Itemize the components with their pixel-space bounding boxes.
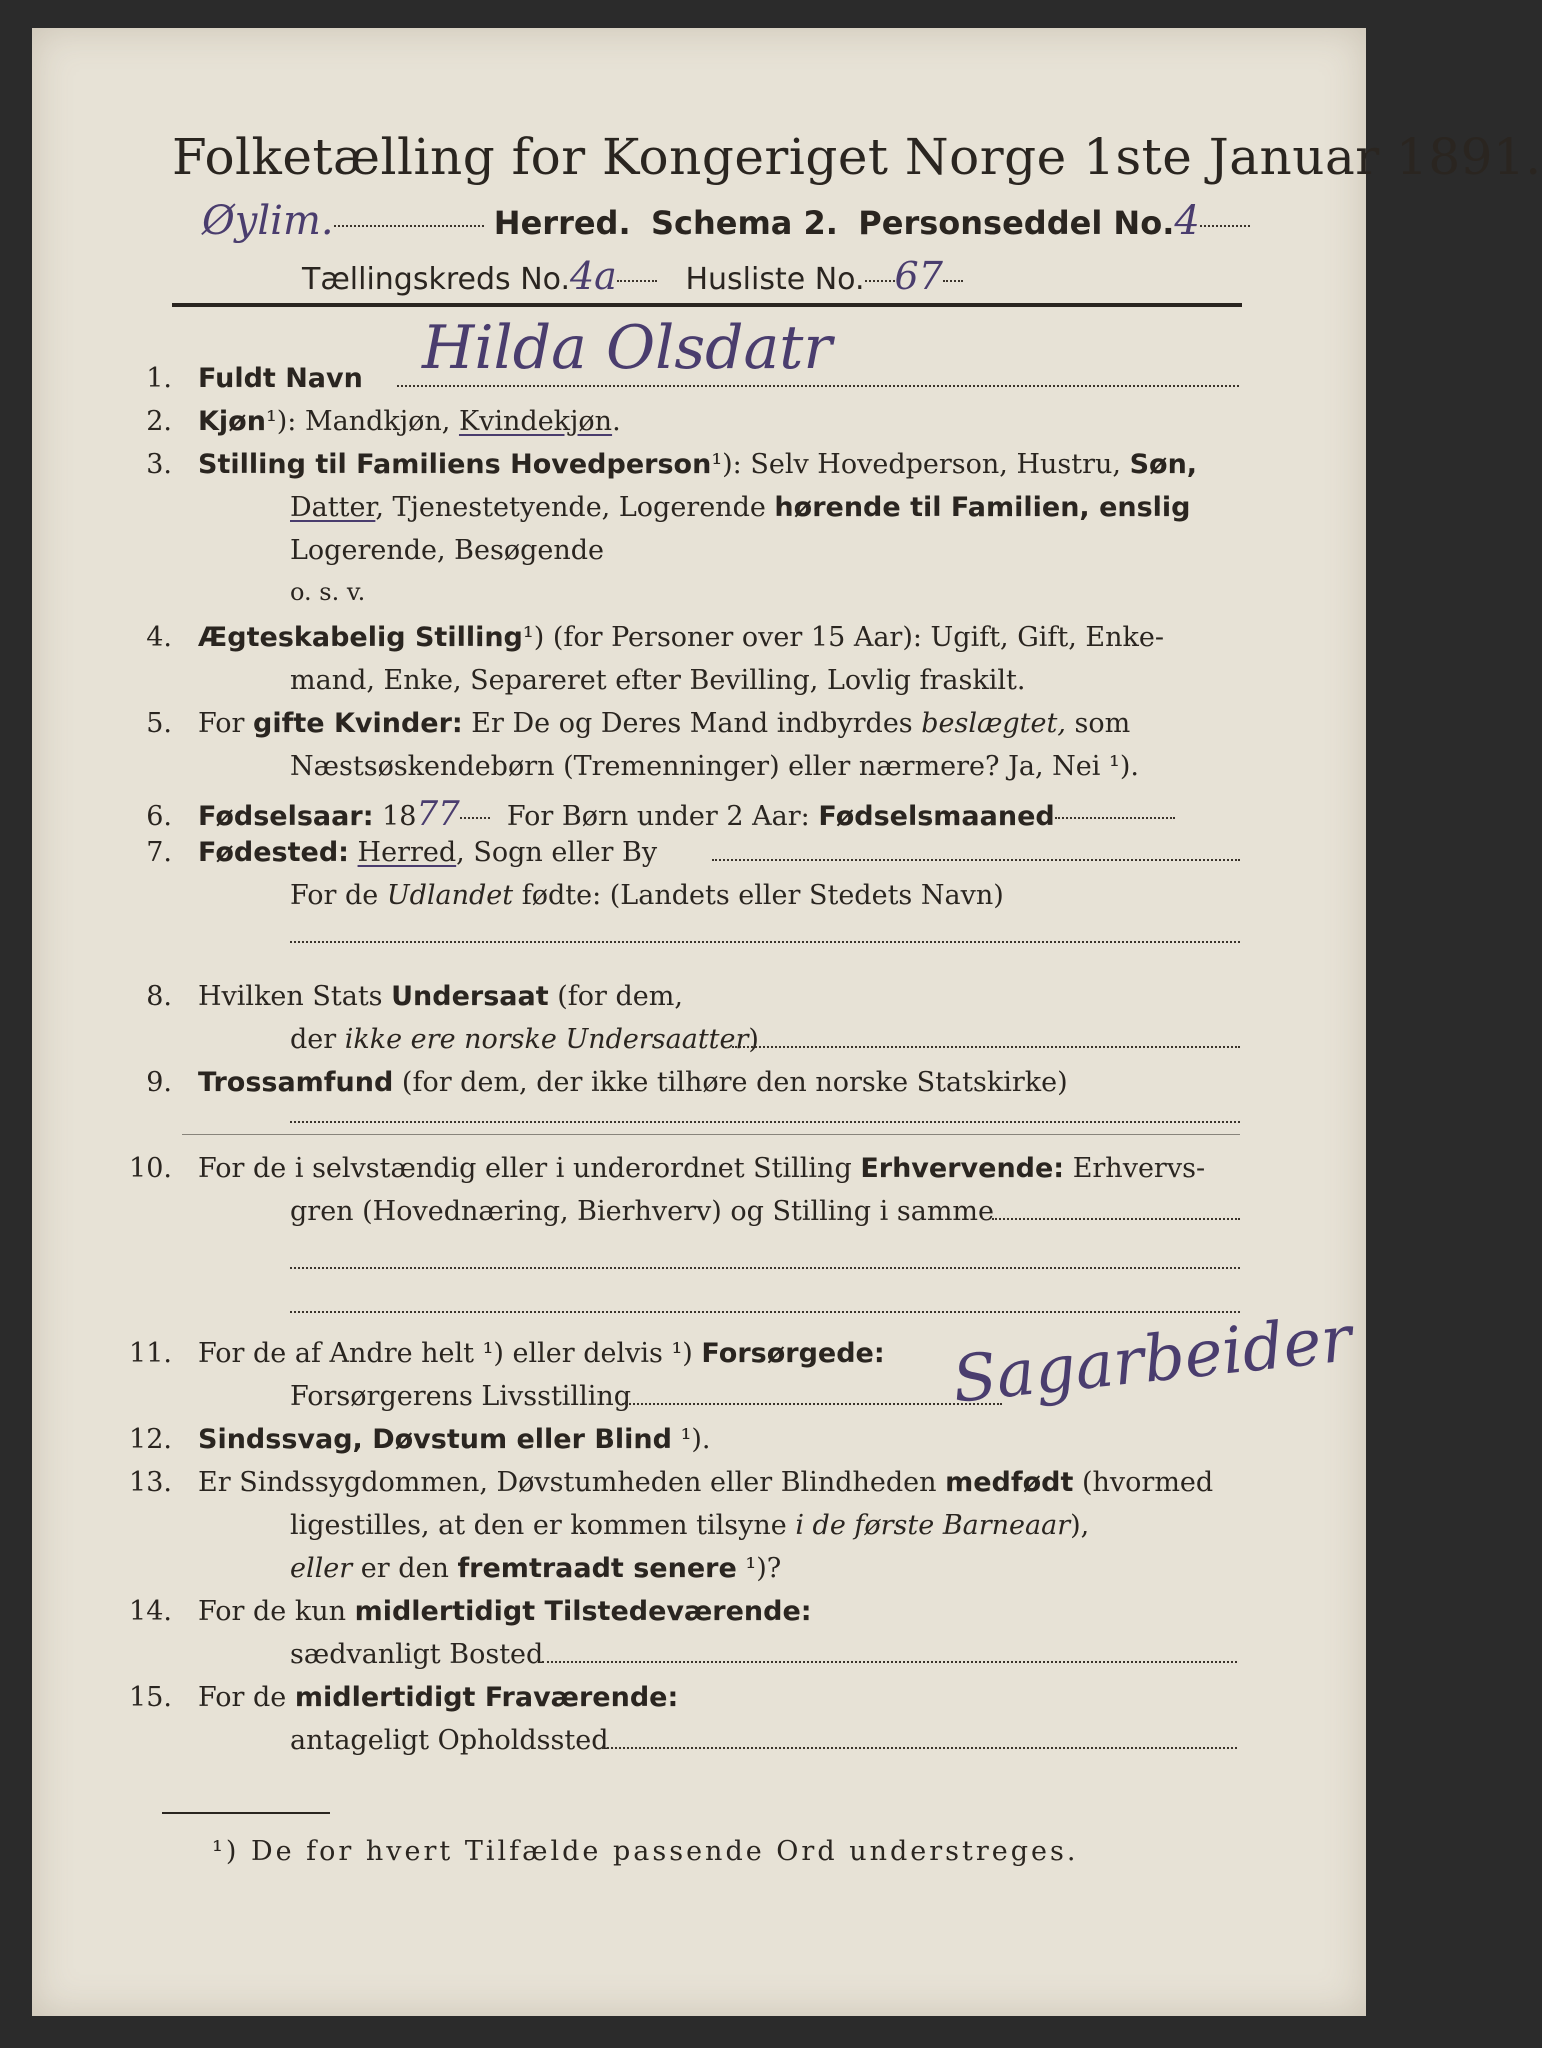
q6-number: 6. — [146, 801, 172, 832]
q11-dots — [622, 1402, 1002, 1405]
herred-dots — [334, 224, 484, 227]
q3-sup: ¹): — [711, 449, 742, 480]
q8-row-2 — [290, 1024, 759, 1055]
q1-row — [122, 363, 363, 394]
q15-label: midlertidigt Fraværende: — [294, 1682, 679, 1713]
q9-dots — [290, 1120, 1240, 1123]
q3-label: Stilling til Familiens Hovedperson — [198, 449, 712, 480]
q15-dots — [602, 1746, 1237, 1749]
q4-label: Ægteskabelig Stilling — [198, 622, 523, 653]
q3-number: 3. — [146, 449, 172, 480]
q2-sup: ¹): — [265, 406, 297, 437]
q10-line1-pre: For de i selvstændig eller i underordnet Stilling — [198, 1153, 861, 1184]
husliste-dots-a — [865, 279, 895, 282]
q13-medfodt: medfødt — [945, 1467, 1074, 1498]
q3-row-1 — [122, 449, 1197, 480]
q13-line2-pre: ligestilles, at den er kommen tilsyne — [290, 1510, 796, 1541]
q1-label: Fuldt Navn — [198, 363, 363, 394]
q10-dots-c — [290, 1310, 1240, 1313]
q11-row-1 — [122, 1338, 885, 1369]
q15-number: 15. — [129, 1682, 172, 1713]
q8-number: 8. — [146, 981, 172, 1012]
q14-number: 14. — [129, 1596, 172, 1627]
q13-row-2 — [290, 1510, 1089, 1541]
q14-row-1 — [122, 1596, 812, 1627]
herred-handwritten: Øylim. — [202, 198, 334, 244]
q7-herred: Herred — [357, 837, 457, 868]
q7-dots-b — [290, 940, 1240, 943]
q6-answer-handwritten: 77 — [416, 794, 460, 834]
q5-som: som — [1065, 708, 1131, 739]
q7-udlandet: Udlandet — [386, 880, 514, 911]
q7-rest: , Sogn eller By — [456, 837, 658, 868]
q13-line3-rest: ¹)? — [736, 1553, 782, 1584]
kreds-dots — [617, 279, 657, 282]
q1-answer-handwritten: Hilda Olsdatr — [422, 313, 833, 383]
q5-row-2: Næstsøskendebørn (Tremenninger) eller nærmere? Ja, Nei ¹). — [290, 751, 1139, 782]
q9-rest: (for dem, der ikke tilhøre den norske Statskirke) — [393, 1067, 1068, 1098]
q8-line1-pre: Hvilken Stats — [198, 981, 392, 1012]
q12-label: Sindssvag, Døvstum eller Blind — [198, 1424, 672, 1455]
q7-line2-pre: For de — [290, 880, 387, 911]
q9-separator — [182, 1134, 1240, 1135]
q7-row-2 — [290, 880, 1004, 911]
q2-number: 2. — [146, 406, 172, 437]
kreds-line — [302, 254, 963, 298]
q14-line1-pre: For de kun — [198, 1596, 355, 1627]
q13-line2-rest: ), — [1070, 1510, 1090, 1541]
q10-row-1 — [122, 1153, 1205, 1184]
q8-row-1 — [122, 981, 683, 1012]
q7-line2-rest: fødte: (Landets eller Stedets Navn) — [513, 880, 1004, 911]
q8-line2-rest: ) — [748, 1024, 759, 1055]
q8-dots — [732, 1045, 1240, 1048]
q8-label: Undersaat — [391, 981, 549, 1012]
q10-dots-a — [992, 1217, 1240, 1220]
q7-row-1 — [122, 837, 657, 868]
q9-row — [122, 1067, 1068, 1098]
q15-line1-pre: For de — [198, 1682, 295, 1713]
q2-mandkjon: Mandkjøn, — [296, 406, 459, 437]
q12-number: 12. — [129, 1424, 172, 1455]
q7-dots-a — [712, 858, 1240, 861]
q14-label: midlertidigt Tilstedeværende: — [354, 1596, 812, 1627]
q5-label-pre: For — [198, 708, 254, 739]
q14-dots — [542, 1660, 1237, 1663]
personseddel-label: Personseddel No. — [858, 204, 1175, 242]
q5-number: 5. — [146, 708, 172, 739]
q2-kvindekjon: Kvindekjøn — [458, 406, 613, 437]
q4-row-2: mand, Enke, Separeret efter Bevilling, Lovlig fraskilt. — [290, 665, 1026, 696]
personseddel-number: 4 — [1174, 198, 1200, 244]
q11-row-2: Forsørgerens Livsstilling — [290, 1381, 632, 1412]
q10-line1-rest: Erhvervs- — [1064, 1153, 1206, 1184]
q14-row-2: sædvanligt Bosted — [290, 1639, 544, 1670]
q11-number: 11. — [129, 1338, 172, 1369]
q10-row-2: gren (Hovednæring, Bierhverv) og Stilling i samme — [290, 1196, 995, 1227]
q6-dots-a — [460, 816, 490, 819]
q3-row-2 — [290, 492, 1191, 523]
q4-number: 4. — [146, 622, 172, 653]
kreds-number: 4a — [570, 254, 617, 298]
q3-row-3: Logerende, Besøgende — [290, 535, 604, 566]
q5-line1: Er De og Deres Mand indbyrdes — [462, 708, 922, 739]
q13-line3-italic: eller — [290, 1553, 353, 1584]
q2-period: . — [612, 406, 621, 437]
q15-row-2: antageligt Opholdssted — [290, 1725, 609, 1756]
q11-line1-pre: For de af Andre helt ¹) eller delvis ¹) — [198, 1338, 702, 1369]
q6-label: Fødselsaar: — [198, 801, 374, 832]
q11-label: Forsørgede: — [701, 1338, 885, 1369]
q5-row-1 — [122, 708, 1130, 739]
q3-datter: Datter — [290, 492, 376, 523]
q8-line2-italic: ikke ere norske Undersaatter — [344, 1024, 749, 1055]
q13-line1-pre: Er Sindssygdommen, Døvstumheden eller Blindheden — [198, 1467, 946, 1498]
q13-row-3 — [290, 1553, 781, 1584]
q8-line1-rest: (for dem, — [548, 981, 683, 1012]
q6-row — [122, 794, 1175, 834]
q10-number: 10. — [129, 1153, 172, 1184]
q1-number: 1. — [146, 363, 172, 394]
q3-line1: Selv Hovedperson, Hustru, — [741, 449, 1130, 480]
q3-line2: , Tjenestetyende, Logerende — [375, 492, 775, 523]
q4-line1: (for Personer over 15 Aar): Ugift, Gift, Enke- — [544, 622, 1164, 653]
q4-row-1 — [122, 622, 1164, 653]
q12-row — [122, 1424, 711, 1455]
husliste-number: 67 — [894, 254, 943, 298]
q6-prefix: 18 — [373, 801, 417, 832]
q7-label: Fødested: — [198, 837, 349, 868]
herred-line — [202, 198, 1250, 244]
q9-number: 9. — [146, 1067, 172, 1098]
q3-line2-bold: hørende til Familien, enslig — [774, 492, 1191, 523]
q6-rest: For Børn under 2 Aar: — [506, 801, 819, 832]
q15-row-1 — [122, 1682, 678, 1713]
q13-line3-pre: er den — [352, 1553, 458, 1584]
form-title: Folketælling for Kongeriget Norge 1ste Januar 1891. — [172, 128, 1542, 186]
q12-rest: ¹). — [671, 1424, 711, 1455]
q2-row — [122, 406, 621, 437]
q13-number: 13. — [129, 1467, 172, 1498]
q10-label: Erhvervende: — [860, 1153, 1065, 1184]
q5-beslaegtet: beslægtet, — [921, 708, 1066, 739]
q7-number: 7. — [146, 837, 172, 868]
personseddel-dots — [1200, 224, 1250, 227]
footnote: ¹) De for hvert Tilfælde passende Ord understreges. — [212, 1836, 1079, 1867]
q1-dots — [397, 384, 1239, 387]
q13-line3-bold: fremtraadt senere — [457, 1553, 737, 1584]
husliste-label: Husliste No. — [685, 262, 865, 297]
kreds-label: Tællingskreds No. — [302, 262, 570, 297]
q10-dots-b — [290, 1266, 1240, 1269]
q11-answer-handwritten: Sagarbeider — [949, 1302, 1356, 1418]
schema-label: Schema 2. — [650, 204, 838, 242]
q4-sup: ¹) — [522, 622, 545, 653]
census-form-page — [32, 28, 1542, 2016]
header-rule — [172, 303, 1242, 307]
q6-fodselsmaaned: Fødselsmaaned — [818, 801, 1055, 832]
husliste-dots-b — [943, 279, 963, 282]
q3-son: Søn, — [1129, 449, 1198, 480]
q3-row-4: o. s. v. — [290, 578, 366, 606]
q2-label: Kjøn — [198, 406, 266, 437]
herred-label: Herred. — [493, 204, 631, 242]
footnote-rule — [162, 1812, 330, 1814]
q6-dots-b — [1055, 816, 1175, 819]
q9-label: Trossamfund — [198, 1067, 394, 1098]
q13-line1-rest: (hvormed — [1073, 1467, 1214, 1498]
q8-line2-pre: der — [290, 1024, 345, 1055]
q13-line2-italic: i de første Barneaar — [795, 1510, 1071, 1541]
q13-row-1 — [122, 1467, 1213, 1498]
q5-label: gifte Kvinder: — [253, 708, 463, 739]
